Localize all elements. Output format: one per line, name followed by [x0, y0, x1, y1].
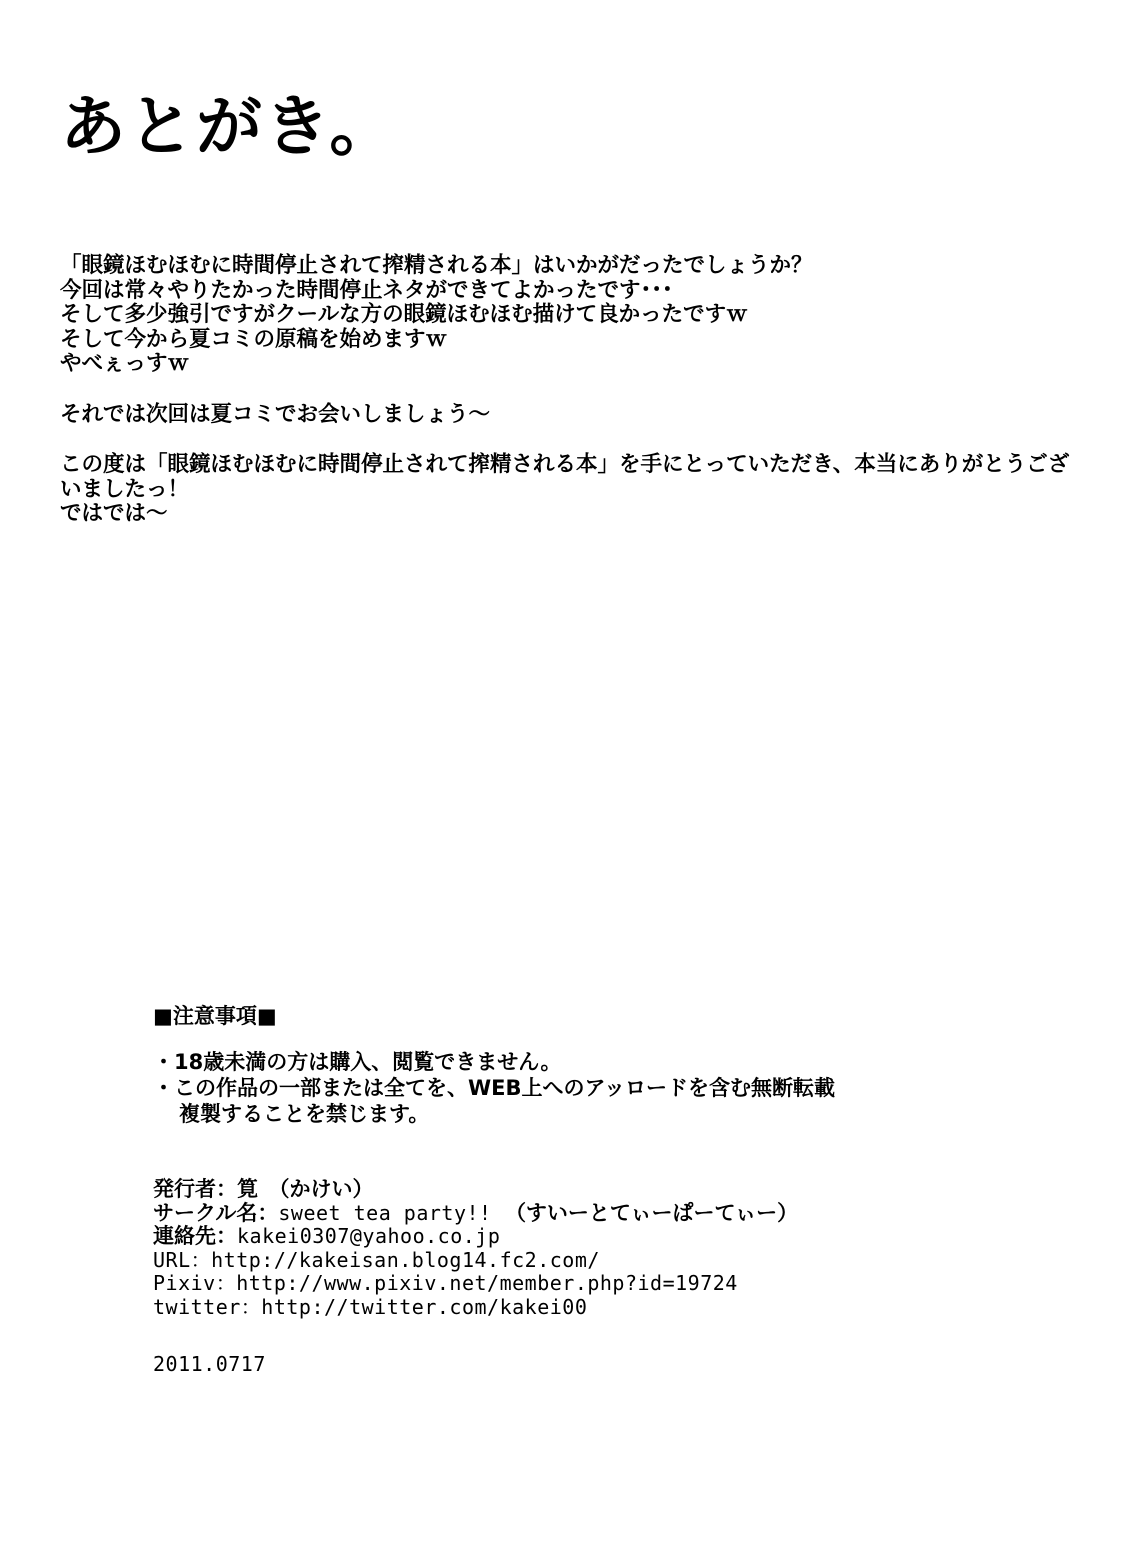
afterword-heading: あとがき。 — [60, 88, 398, 165]
afterword-line: 今回は常々やりたかった時間停止ネタができてよかったです･･･ — [60, 277, 673, 303]
circle-line — [153, 1202, 1033, 1226]
contact-label: 連絡先： — [153, 1224, 237, 1248]
afterword-thanks: この度は「眼鏡ほむほむに時間停止されて搾精される本」を手にとっていただき、本当にありがとうございましたっ！ — [60, 452, 1070, 502]
notice-item: ・18歳未満の方は購入、閲覧できません。 — [153, 1050, 562, 1074]
url-line: URL：http://kakeisan.blog14.fc2.com/ — [153, 1247, 600, 1272]
afterword-line: やべぇっすｗ — [60, 351, 190, 376]
contact-line — [153, 1225, 1033, 1249]
pixiv-line: Pixiv：http://www.pixiv.net/member.php?id=19724 — [153, 1271, 738, 1295]
colophon — [153, 1178, 1033, 1319]
paragraph-gap — [60, 377, 1070, 403]
afterword-line: 「眼鏡ほむほむに時間停止されて搾精される本」はいかがだったでしょうか？ — [60, 253, 813, 278]
twitter-line: twitter：http://twitter.com/kakei00 — [153, 1294, 588, 1319]
afterword-line: そして今から夏コミの原稿を始めますｗ — [60, 326, 448, 352]
afterword-body — [60, 254, 1070, 527]
afterword-line: そして多少強引ですがクールな方の眼鏡ほむほむ描けて良かったですｗ — [60, 302, 748, 327]
circle-label: サークル名： — [153, 1200, 279, 1225]
publisher-line: 発行者：筧 （かけい） — [153, 1177, 374, 1201]
afterword-closing: それでは次回は夏コミでお会いしましょう～ — [60, 401, 491, 427]
contact-email: kakei0307@yahoo.co.jp — [237, 1224, 501, 1248]
notice-gap — [153, 1029, 1033, 1049]
circle-name: sweet tea party!! — [278, 1200, 492, 1225]
notice-section — [153, 1003, 1033, 1127]
notice-item-continued: 複製することを禁じます。 — [179, 1102, 430, 1126]
circle-reading: （すいーとてぃーぱーてぃー） — [504, 1200, 799, 1225]
paragraph-gap — [60, 427, 1070, 453]
notice-item: ・この作品の一部または全てを、WEB上へのアッロードを含む無断転載 — [153, 1076, 836, 1100]
afterword-farewell: ではでは～ — [60, 501, 168, 526]
publication-date: 2011.0717 — [153, 1352, 266, 1376]
notice-title: ■注意事項■ — [153, 1004, 277, 1028]
